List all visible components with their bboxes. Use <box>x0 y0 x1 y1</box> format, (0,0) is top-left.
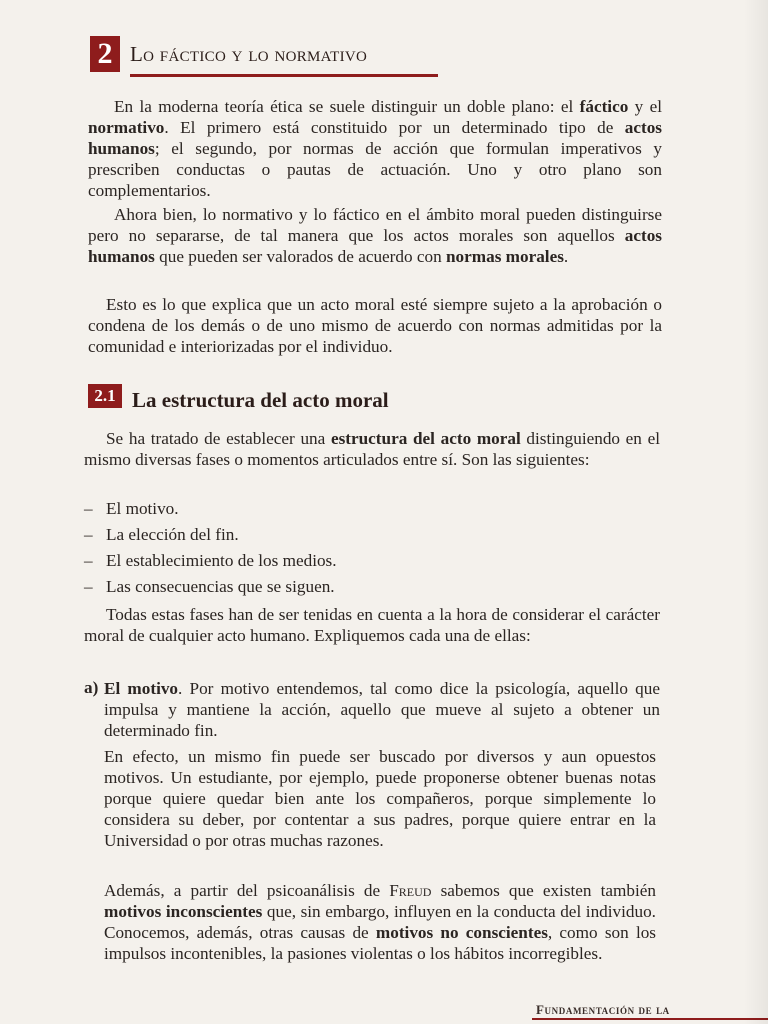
text-run: Se ha tratado de establecer una <box>106 429 331 448</box>
footer-rule <box>532 1018 768 1020</box>
text-run: . El primero está constituido por un determinado tipo de <box>164 118 625 137</box>
running-footer: Fundamentación de la <box>536 1002 670 1017</box>
dash-bullet: – <box>84 577 93 596</box>
text-run: En efecto, un mismo fin puede ser buscado por diversos y aun opuestos motivos. Un estudiante, por ejemplo, puede proponerse obtener buenas notas porque quiere quedar bien ante los compañeros, porque simplemente lo considera su deber, por contentar a sus padres, porque quiere entrar en la Universidad o por otras muchas razones. <box>104 747 656 850</box>
text-run: que, sin embargo, influyen en la conducta del individuo. Conocemos, además, otras causas de <box>104 902 656 942</box>
list-item-label: El motivo. <box>106 499 179 518</box>
paragraph-en-efecto <box>104 746 656 851</box>
section-title: Lo fáctico y lo normativo <box>130 42 368 66</box>
dash-bullet: – <box>84 499 93 518</box>
list-item <box>84 548 337 574</box>
dash-bullet: – <box>84 525 93 544</box>
paragraph-el-motivo <box>104 678 660 741</box>
text-run: , como son los impulsos incontenibles, la pasiones violentas o los hábitos incorregibles. <box>104 923 656 963</box>
paragraph-psicoanalisis <box>104 880 656 964</box>
text-run: . Por motivo entendemos, tal como dice la psicología, aquello que impulsa y mantiene la acción, aquello que mueve al sujeto a obtener un determinado fin. <box>104 679 660 740</box>
list-item-label: La elección del fin. <box>106 525 239 544</box>
list-item <box>84 496 337 522</box>
list-item-label: El establecimiento de los medios. <box>106 551 337 570</box>
text-run: En la moderna teoría ética se suele distinguir un doble plano: el <box>114 97 580 116</box>
section-number-badge: 2 <box>90 36 120 72</box>
text-run: y el <box>628 97 662 116</box>
list-item-label: Las consecuencias que se siguen. <box>106 577 335 596</box>
paragraph-aprobacion-condena <box>88 294 662 357</box>
paragraph-estructura <box>84 428 660 470</box>
term-factico: fáctico <box>579 97 629 116</box>
text-run: sabemos que existen también <box>431 881 656 900</box>
term-motivos-no-conscientes: motivos no conscientes <box>375 923 548 942</box>
phases-list <box>84 496 337 600</box>
text-run: que pueden ser valorados de acuerdo con <box>154 247 446 266</box>
item-a-label: a) <box>84 678 99 697</box>
term-normativo: normativo <box>88 118 165 137</box>
text-run: Todas estas fases han de ser tenidas en cuenta a la hora de considerar el carácter moral de cualquier acto humano. Expliquemos cada una de ellas: <box>84 605 660 645</box>
text-run: Además, a partir del psicoanálisis de <box>104 881 390 900</box>
subsection-number-badge: 2.1 <box>88 384 122 408</box>
term-motivos-inconscientes: motivos inconscientes <box>104 902 263 921</box>
term-el-motivo: El motivo <box>104 679 179 698</box>
author-freud: Freud <box>389 881 432 900</box>
paragraph-ambito-moral <box>88 204 662 267</box>
section-title-underline <box>130 74 438 77</box>
term-estructura-acto-moral: estructura del acto moral <box>330 429 521 448</box>
term-actos-humanos: actos humanos <box>88 118 662 158</box>
text-run: distinguiendo en el mismo diversas fases o momentos articulados entre sí. Son las siguientes: <box>84 429 660 469</box>
subsection-title: La estructura del acto moral <box>132 388 389 412</box>
list-item <box>84 522 337 548</box>
text-run: Ahora bien, lo normativo y lo fáctico en el ámbito moral pueden distinguirse pero no separarse, de tal manera que los actos morales son aquellos <box>88 205 662 245</box>
paragraph-factico-normativo <box>88 96 662 201</box>
list-item <box>84 574 337 600</box>
page-binding-shadow <box>744 0 768 1024</box>
text-run: ; el segundo, por normas de acción que formulan imperativos y prescriben conductas o pautas de actuación. Uno y otro plano son complementarios. <box>88 139 662 200</box>
term-actos-humanos: actos humanos <box>88 226 662 266</box>
term-normas-morales: normas morales <box>446 247 564 266</box>
paragraph-fases <box>84 604 660 646</box>
dash-bullet: – <box>84 551 93 570</box>
text-run: Esto es lo que explica que un acto moral esté siempre sujeto a la aprobación o condena de los demás o de uno mismo de acuerdo con normas admitidas por la comunidad e interiorizadas por el individuo. <box>88 295 662 356</box>
text-run: . <box>563 247 569 266</box>
